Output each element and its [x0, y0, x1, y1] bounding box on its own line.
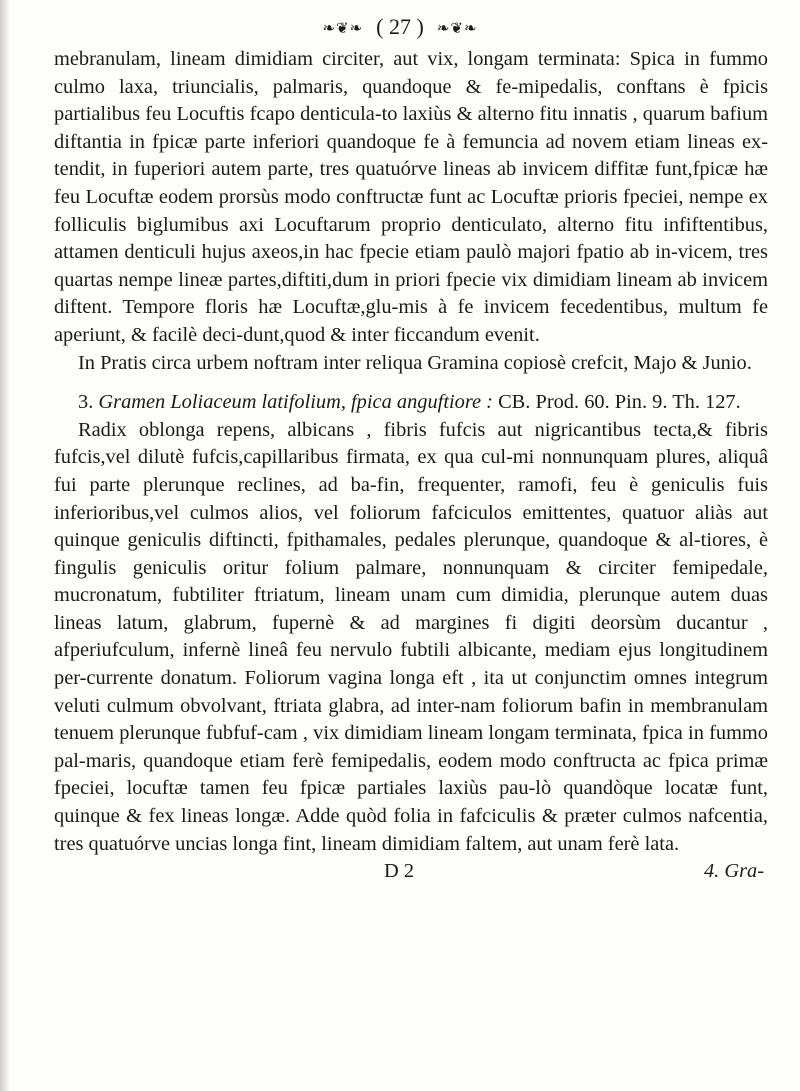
species-number: 3. — [78, 391, 94, 414]
species-reference: CB. Prod. 60. Pin. 9. Th. 127. — [498, 391, 741, 414]
page-gutter-shadow — [0, 0, 10, 1091]
running-head — [0, 12, 800, 43]
species-title: Gramen Loliaceum latifolium, fpica anguftiore : — [98, 391, 493, 414]
page-number: ( 27 ) — [376, 14, 424, 39]
page-footer — [54, 858, 768, 886]
species-heading — [54, 389, 768, 417]
signature-mark: D 2 — [384, 860, 415, 883]
ornament-right: ❧❦❧ — [436, 19, 478, 37]
body-text — [54, 46, 768, 886]
catchword: 4. Gra- — [703, 860, 764, 883]
ornament-left: ❧❦❧ — [322, 19, 364, 37]
paragraph-continuation: mebranulam, lineam dimidiam circiter, aut vix, longam terminata: Spica in fummo culmo laxa, triuncialis, palmaris, quandoque & fe-mipedalis, conftans è fpicis partialibus feu Locuftis fcapo denticula-to laxiùs & alterno fitu innatis , quarum bafium diftantia in fpicæ parte inferiori quandoque fe à femuncia ad novem etiam lineas ex-tendit, in fuperiori autem parte, tres quatuórve lineas ab invicem diffitæ funt,fpicæ hæ feu Locuftæ eodem prorsùs modo conftructæ funt ac Locuftæ prioris fpeciei, nempe ex folliculis biglumibus axi Locuftarum proprio denticulato, alterno fitu infiftentibus, attamen denticuli hujus axeos,in hac fpecie etiam paulò majori fpatio ab in-vicem, tres quartas nempe lineæ partes,diftiti,dum in priori fpecie vix dimidiam lineam ab invicem diftent. Tempore floris hæ Locuftæ,glu-mis à fe invicem fecedentibus, multum fe aperiunt, & facilè deci-dunt,quod & inter ficcandum evenit. — [54, 48, 768, 346]
paragraph-habitat: In Pratis circa urbem noftram inter reliqua Gramina copiosè crefcit, Majo & Junio. — [78, 351, 752, 374]
paragraph-description: Radix oblonga repens, albicans , fibris fufcis aut nigricantibus tecta,& fibris fufcis,vel dilutè fufcis,capillaribus firmata, ex qua cul-mi nonnunquam plures, aliquâ fui parte plerunque reclines, ad ba-fin, frequenter, ramofi, feu è geniculis fuis inferioribus,vel culmos alios, vel foliorum fafciculos emittentes, quatuor aliàs aut quinque geniculis diftincti, fpithamales, pedales plerunque, quandoque & al-tiores, è fingulis geniculis oritur folium palmare, nonnunquam & circiter femipedale, mucronatum, fubtiliter ftriatum, lineam unam cum dimidia, plerunque autem duas lineas latum, glabrum, fupernè & ad margines fi digiti deorsùm ducantur , afperiufculum, infernè lineâ feu nervulo fubtili albicante, mediam ejus longitudinem per-currente donatum. Foliorum vagina longa eft , ita ut conjunctim omnes integrum veluti culmum obvolvant, ftriata glabra, ad inter-nam foliorum bafin in membranulam tenuem plerunque fubfuf-cam , vix dimidiam lineam longam terminata, fpica in fummo pal-maris, quandoque etiam ferè femipedalis, eodem modo conftructa ac fpica primæ fpeciei, locuftæ tamen feu fpicæ partiales laxiùs pau-lò quandòque locatæ funt, quinque & fex lineas longæ. Adde quòd folia in fafciculis & præter culmos nafcentia, tres quatuórve uncias longa fint, lineam dimidiam faltem, aut unam ferè lata. — [54, 418, 768, 855]
